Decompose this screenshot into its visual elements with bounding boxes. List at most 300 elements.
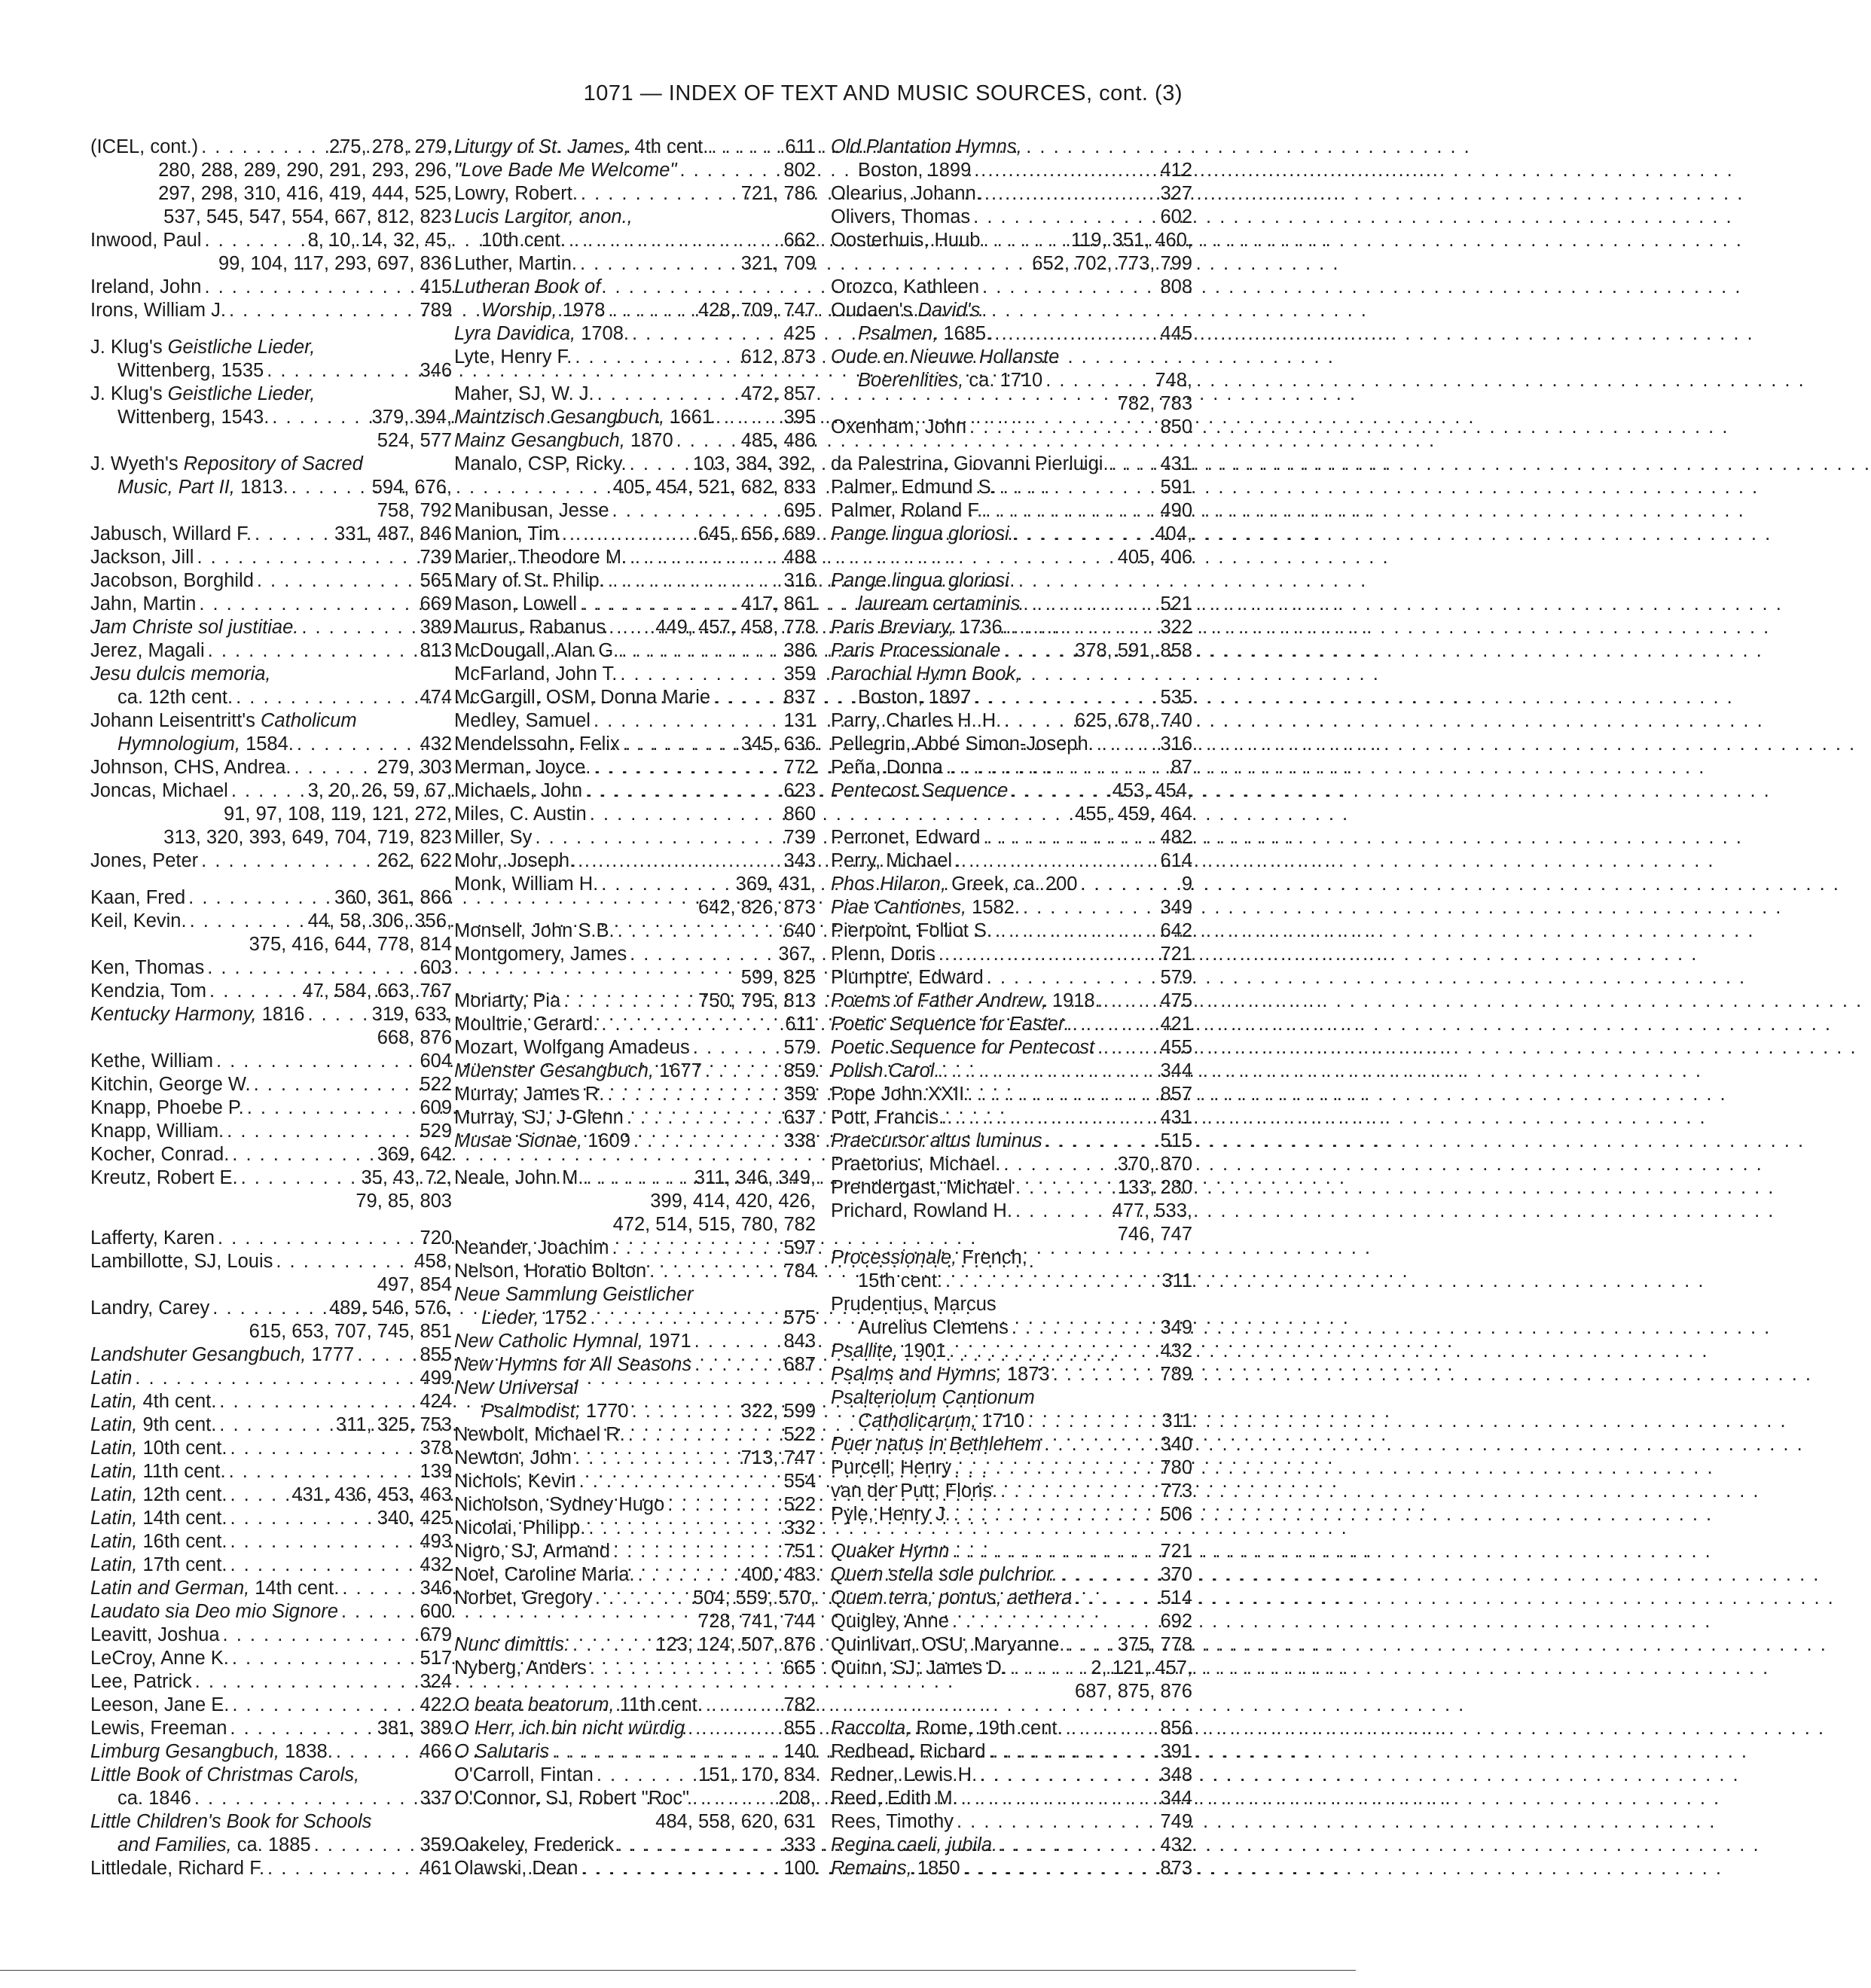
dot-leader [939,943,1158,966]
entry-source: Leavitt, Joshua [90,1624,220,1645]
entry-line [831,1386,1192,1410]
entry-hymn-numbers: 311, 325, 753 [335,1414,452,1435]
dot-leader [1044,1433,1157,1456]
entry-source: Oosterhuis, Huub [831,230,981,251]
entry-source: O'Connor, SJ, Robert "Roc" [454,1788,690,1809]
dot-leader [204,229,304,252]
entry-line [454,989,816,1013]
entry-continuation-line [90,1026,452,1050]
index-entry [831,499,1192,523]
index-entry [454,686,816,709]
dot-leader [276,1250,411,1273]
entry-hymn-numbers: 395 [783,407,816,428]
entry-source: Phos Hilaron, Greek, ca. 200 [831,874,1078,895]
entry-hymn-numbers: 47, 584, 663, 767 [302,980,452,1002]
entry-line [831,1363,1192,1386]
entry-hymn-numbers: 850 [1160,416,1192,438]
entry-continuation-line [454,966,816,989]
entry-hymn-numbers: 652, 702, 773, 799 [1032,253,1192,274]
index-entry [90,546,452,569]
entry-line [454,1633,816,1657]
entry-source: Olearius, Johann. [831,183,981,204]
entry-source: Lyte, Henry F. [454,346,572,367]
dot-leader [212,1297,326,1320]
entry-hymn-numbers: 262, 622 [377,850,452,871]
dot-leader [230,1507,374,1530]
entry-line [454,1283,816,1307]
dot-leader [594,756,780,779]
entry-hymn-numbers: 316 [1160,733,1192,755]
entry-source: Music, Part II, 1813. [118,477,288,498]
index-entry [831,1857,1192,1880]
dot-leader [601,1013,782,1036]
dot-leader [190,910,305,933]
entry-line [831,849,1192,873]
entry-source: Psalms and Hymns, 1873 [831,1364,1050,1385]
entry-hymn-numbers: 751 [783,1541,816,1562]
entry-hymn-numbers: 662 [783,230,816,251]
dot-leader [949,1340,1157,1363]
entry-source: Little Children's Book for Schools [90,1811,372,1832]
entry-source: Psalteriolum Cantionum [831,1387,1035,1408]
entry-line [454,429,816,453]
entry-line [454,709,816,733]
dot-leader [1053,1363,1158,1386]
dot-leader [1015,1176,1115,1200]
entry-hymn-numbers: 780 [1160,1457,1192,1478]
dot-leader [1080,873,1178,896]
dot-leader [219,1390,417,1413]
dot-leader [314,1834,417,1857]
index-entry [90,1530,452,1554]
entry-source: Purcell, Henry [831,1457,952,1478]
entry-source: Paris Processionale [831,640,1001,661]
entry-source: O Herr, ich bin nicht würdig [454,1718,685,1739]
entry-line [90,756,452,779]
entry-hymn-numbers: 522 [783,1424,816,1445]
index-entry [90,383,452,453]
entry-hymn-numbers: 340 [1160,1434,1192,1455]
entry-hymn-numbers: 748, [1155,370,1192,391]
dot-leader [989,1740,1158,1764]
index-entry [831,1060,1192,1083]
entry-hymn-numbers: 139 [420,1461,452,1482]
letter-group-spacer [454,1153,816,1166]
dot-leader [230,1483,288,1507]
dot-leader [291,476,369,499]
index-entry [831,276,1192,299]
dot-leader [232,1647,417,1670]
dot-leader [255,523,331,546]
entry-source: Maher, SJ, W. J. [454,383,594,404]
entry-continuation-line [831,159,1192,182]
entry-line [831,896,1192,919]
entry-source: Manion, Tim [454,523,559,544]
index-entry [90,1343,452,1367]
dot-leader [974,686,1157,709]
entry-hymn-numbers: 79, 85, 803 [356,1191,452,1212]
dot-leader [562,523,695,546]
entry-hymn-numbers: 359 [420,1834,452,1855]
entry-line [831,569,1192,593]
entry-line [831,499,1192,523]
dot-leader [982,276,1157,299]
entry-source: Neale, John M. [454,1167,584,1188]
entry-source: New Universal [454,1377,578,1398]
entry-line [831,1083,1192,1106]
entry-source: Murray, James R. [454,1084,605,1105]
dot-leader [1097,733,1158,756]
dot-leader [1000,1834,1157,1857]
entry-source: Pange lingua gloriosi [831,523,1009,544]
entry-line [90,1460,452,1483]
entry-hymn-numbers: 611 [785,1014,816,1035]
entry-hymn-numbers: 103, 384, 392, [692,453,816,474]
entry-continuation-line [90,1273,452,1297]
dot-leader [618,919,781,943]
entry-source: Pott, Francis. [831,1107,945,1128]
entry-hymn-numbers: 344 [1160,1060,1192,1081]
entry-hymn-numbers: 490 [1160,500,1192,521]
index-entry [454,639,816,663]
entry-hymn-numbers: 721 [1160,1541,1192,1562]
index-entry [831,1200,1192,1246]
entry-source: Jerez, Magali [90,640,205,661]
entry-continuation-line [90,429,452,453]
index-entry [90,1390,452,1413]
entry-line [454,1493,816,1517]
entry-line [454,1377,816,1400]
entry-source: Perry, Michael [831,850,953,871]
footer-rule [0,1970,1356,1971]
entry-source: Worship, 1978 [481,300,606,321]
entry-hymn-numbers: 857 [1160,1084,1192,1105]
dot-leader [630,546,780,569]
index-entry [454,136,816,159]
entry-hymn-numbers: 623 [783,780,816,801]
entry-line [831,1787,1192,1810]
dot-leader [575,346,737,369]
entry-line [90,779,452,803]
entry-source: New Catholic Hymnal, 1971 [454,1331,691,1352]
entry-source: Mohr, Joseph. [454,850,575,871]
entry-source: Monsell, John S.B. [454,920,615,941]
index-entry [454,756,816,779]
entry-hymn-numbers: 208, [778,1788,816,1809]
dot-leader [608,569,781,593]
index-entry [831,1293,1192,1340]
entry-hymn-numbers: 321, 709 [740,253,816,274]
index-entry [90,1073,452,1096]
entry-hymn-numbers: 275, 278, 279, [328,136,452,157]
entry-source: Mason, Lowell [454,593,577,614]
index-entry [831,1563,1192,1587]
entry-hymn-numbers: 802 [783,160,816,181]
entry-continuation-line [831,803,1192,826]
entry-hymn-numbers: 728, 741, 744 [698,1611,816,1632]
dot-leader [588,1517,780,1540]
letter-group-spacer [831,439,1192,453]
entry-continuation-line [831,1270,1192,1293]
entry-line [831,1176,1192,1200]
index-entry [831,1787,1192,1810]
entry-hymn-numbers: 749 [1160,1811,1192,1832]
dot-leader [954,1503,1158,1526]
index-entry [90,593,452,616]
entry-source: Prudentius, Marcus [831,1294,997,1315]
index-entry [454,206,816,252]
index-entry [90,639,452,663]
entry-source: Johnson, CHS, Andrea. [90,757,291,778]
dot-leader [1011,779,1109,803]
index-entry [90,1717,452,1740]
entry-hymn-numbers: 504, 559, 570, [692,1587,816,1608]
index-entry [454,1130,816,1153]
entry-line [831,1764,1192,1787]
entry-source: Redhead, Richard [831,1741,986,1762]
dot-leader [230,1554,417,1577]
dot-leader [227,1120,417,1143]
entry-hymn-numbers: 843 [783,1331,816,1352]
entry-line [90,1390,452,1413]
entry-hymn-numbers: 123, 124, 507, 876 [655,1634,816,1655]
index-entry [90,276,452,299]
entry-hymn-numbers: 378 [420,1438,452,1459]
dot-leader [952,1540,1157,1563]
dot-leader [590,1307,780,1330]
entry-source: Landry, Carey [90,1297,210,1319]
entry-line [454,593,816,616]
index-entry [90,1577,452,1600]
index-entry [831,229,1192,276]
entry-hymn-numbers: 837 [783,687,816,708]
dot-leader [954,1456,1157,1480]
entry-line [90,1600,452,1624]
index-entry [831,733,1192,756]
entry-hymn-numbers: 856 [1160,1718,1192,1739]
entry-line [90,1343,452,1367]
entry-hymn-numbers: 140 [783,1741,816,1762]
entry-line [454,159,816,182]
entry-source: New Hymns for All Seasons [454,1354,692,1375]
entry-line [90,1227,452,1250]
index-entry [90,1120,452,1143]
entry-line [831,453,1192,476]
dot-leader [1012,523,1152,546]
index-entry [831,1834,1192,1857]
index-entry [90,980,452,1003]
entry-hymn-numbers: 482 [1160,827,1192,848]
entry-line [454,322,816,346]
entry-hymn-numbers: 349 [1160,897,1192,918]
index-entry [454,406,816,429]
dot-leader [535,826,780,849]
index-entry [90,299,452,322]
index-entry [831,896,1192,919]
index-entry [454,499,816,523]
dot-leader [1066,1717,1158,1740]
entry-line [454,1657,816,1680]
index-entry [454,1036,816,1060]
dot-leader [341,1600,417,1624]
entry-hymn-numbers: 645, 656, 689 [698,523,816,544]
entry-line [831,1130,1192,1153]
dot-leader [612,499,781,523]
dot-leader [267,359,417,383]
entry-hymn-numbers: 431 [1160,453,1192,474]
dot-leader [580,593,738,616]
entry-hymn-numbers: 338 [783,1130,816,1151]
dot-leader [983,229,1067,252]
entry-source: Oudaen's David's [831,300,981,321]
entry-source: Regina caeli, jubila. [831,1834,998,1855]
index-entry [454,1587,816,1633]
entry-source: Lewis, Freeman [90,1718,227,1739]
entry-line [831,476,1192,499]
entry-source: LeCroy, Anne K. [90,1648,229,1669]
entry-line [454,1106,816,1130]
entry-source: Oxenham, John [831,416,967,438]
entry-line [454,206,816,229]
entry-hymn-numbers: 375, 778 [1117,1634,1192,1655]
entry-hymn-numbers: 389 [420,617,452,638]
entry-source: J. Klug's Geistliche Lieder, [90,337,316,358]
entry-source: Latin, 11th cent. [90,1461,226,1482]
entry-hymn-numbers: 488 [783,547,816,568]
dot-leader [617,1834,780,1857]
entry-source: ca. 12th cent. [118,687,233,708]
index-entry [90,453,452,523]
dot-leader [135,1367,417,1390]
entry-hymn-numbers: 432 [420,733,452,755]
index-entry [90,1600,452,1624]
entry-hymn-numbers: 340, 425 [377,1508,452,1529]
entry-source: Lee, Patrick [90,1671,192,1692]
index-entry [831,1810,1192,1834]
dot-leader [1000,1480,1157,1503]
index-entry [831,206,1192,229]
entry-line [454,453,816,476]
dot-leader [216,1050,417,1073]
entry-hymn-numbers: 472, 857 [740,383,816,404]
entry-hymn-numbers: 579 [1160,967,1192,988]
entry-source: Irons, William J. [90,300,226,321]
dot-leader [201,136,326,159]
dot-leader [199,593,417,616]
entry-hymn-numbers: 378, 591, 858 [1075,640,1192,661]
entry-source: Palmer, Roland F. [831,500,983,521]
entry-line [90,1143,452,1166]
entry-source: Nicolai, Philipp. [454,1517,586,1538]
entry-source: Mary of St. Philip. [454,570,605,591]
dot-leader [219,1413,333,1437]
dot-leader [241,1166,359,1190]
index-entry [90,886,452,910]
entry-source: (ICEL, cont.) [90,136,199,157]
entry-line [90,1740,452,1764]
entry-hymn-numbers: 386 [783,640,816,661]
entry-line [831,966,1192,989]
entry-line [831,1060,1192,1083]
dot-leader [620,663,780,686]
index-entry [831,1610,1192,1633]
entry-line [90,1120,452,1143]
entry-source: Maurus, Rabanus [454,617,606,638]
index-entry [831,989,1192,1013]
entry-hymn-numbers: 612, 873 [740,346,816,367]
index-entry [831,1717,1192,1740]
entry-source: Paris Breviary, 1736. [831,617,1008,638]
entry-line [831,709,1192,733]
entry-line [831,873,1192,896]
index-entry [454,1166,816,1236]
entry-hymn-numbers: 669 [420,593,452,614]
dot-leader [963,1857,1158,1880]
entry-hymn-numbers: 750, 795, 813 [698,990,816,1011]
entry-hymn-numbers: 773 [1160,1480,1192,1502]
entry-line [454,803,816,826]
dot-leader [608,299,695,322]
entry-continuation-line [90,359,452,383]
entry-source: Norbet, Gregory [454,1587,592,1608]
entry-hymn-numbers: 721, 786 [740,183,816,204]
dot-leader [301,616,417,639]
dot-leader [613,1540,781,1563]
entry-line [90,663,452,686]
entry-source: Miller, Sy [454,827,533,848]
entry-line [831,616,1192,639]
dot-leader [229,299,417,322]
dot-leader [590,803,781,826]
entry-line [454,276,816,299]
dot-leader [267,1857,417,1880]
entry-line [831,1810,1192,1834]
index-entry [90,779,452,849]
entry-line [90,1507,452,1530]
index-entry [454,1447,816,1470]
index-entry [831,1480,1192,1503]
entry-line [831,919,1192,943]
dot-leader [601,873,732,896]
dot-leader [693,1036,781,1060]
index-entry [454,1787,816,1834]
index-entry [90,1740,452,1764]
index-entry [454,663,816,686]
entry-line [454,1423,816,1447]
entry-source: Landshuter Gesangbuch, 1777 [90,1344,355,1365]
entry-source: Moriarty, Pia [454,990,561,1011]
dot-leader [272,406,368,429]
index-entry [90,1437,452,1460]
entry-source: Raccolta, Rome, 19th cent. [831,1718,1063,1739]
entry-source: Redner, Lewis H. [831,1764,978,1785]
entry-source: Lafferty, Karen [90,1227,215,1249]
dot-leader [197,546,417,569]
entry-line [831,1857,1192,1880]
entry-hymn-numbers: 404, [1155,523,1192,544]
entry-source: Nicholson, Sydney Hugo [454,1494,665,1515]
entry-line [90,336,452,359]
entry-hymn-numbers: 493 [420,1531,452,1552]
entry-line [454,523,816,546]
dot-leader [1011,616,1158,639]
entry-source: Orozco, Kathleen [831,276,980,297]
entry-line [831,1657,1192,1680]
entry-hymn-numbers: 522 [783,1494,816,1515]
entry-continuation-line [90,1190,452,1213]
entry-line [831,989,1192,1013]
entry-source: Pierpoint, Folliot S. [831,920,993,941]
